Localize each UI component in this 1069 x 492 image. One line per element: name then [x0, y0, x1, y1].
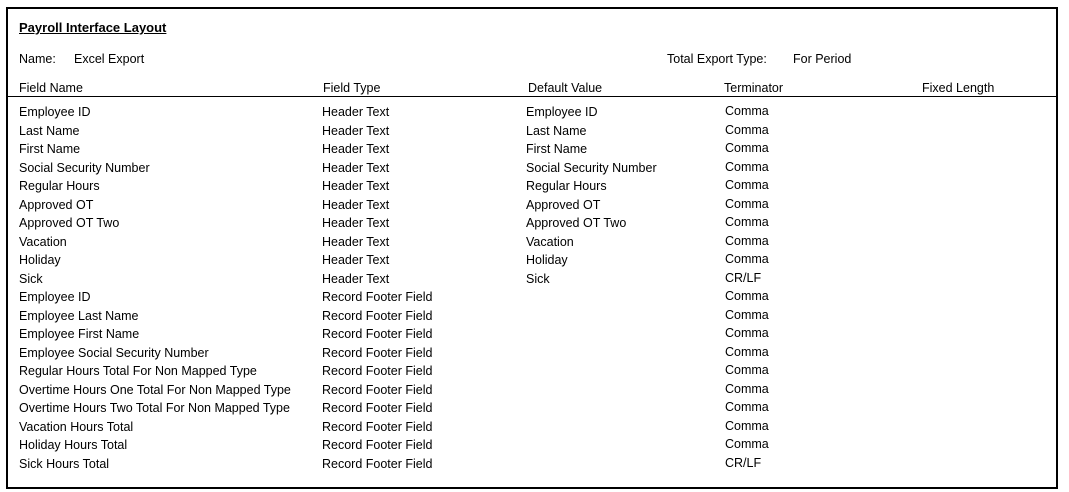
column-header-field-type: Field Type — [323, 81, 381, 95]
table-row — [8, 309, 1056, 328]
table-row — [8, 401, 1056, 420]
cell-default-value: Approved OT Two — [526, 216, 627, 230]
cell-field-name: Employee Social Security Number — [19, 345, 209, 360]
cell-field-name: Holiday Hours Total — [19, 438, 128, 452]
cell-field-type: Record Footer Field — [322, 308, 433, 323]
cell-terminator: Comma — [725, 418, 769, 433]
table-row — [8, 235, 1056, 254]
cell-default-value: Employee ID — [526, 105, 598, 119]
table-row — [8, 457, 1056, 476]
cell-default-value: Holiday — [526, 253, 568, 267]
cell-field-type: Header Text — [322, 160, 390, 175]
header-divider — [8, 96, 1056, 97]
cell-field-name: Overtime Hours Two Total For Non Mapped Type — [19, 401, 290, 415]
cell-terminator: Comma — [725, 344, 769, 359]
cell-field-name: Approved OT Two — [19, 216, 120, 230]
cell-field-type: Record Footer Field — [322, 364, 433, 378]
cell-field-name: Vacation — [19, 234, 67, 249]
table-row — [8, 346, 1056, 365]
cell-field-type: Record Footer Field — [322, 438, 433, 452]
cell-field-name: Employee ID — [19, 290, 91, 304]
cell-field-name: Employee Last Name — [19, 308, 139, 323]
cell-terminator: Comma — [725, 289, 769, 303]
cell-field-name: Sick Hours Total — [19, 456, 110, 471]
cell-default-value: Last Name — [526, 123, 587, 138]
cell-field-name: Vacation Hours Total — [19, 419, 134, 434]
column-header-default-value: Default Value — [528, 81, 603, 95]
cell-field-type: Record Footer Field — [322, 327, 433, 341]
column-header-fixed-length: Fixed Length — [922, 81, 995, 95]
cell-field-name: Employee ID — [19, 105, 91, 119]
cell-terminator: Comma — [725, 381, 769, 396]
total-export-type-value: For Period — [793, 52, 852, 66]
cell-terminator: Comma — [725, 141, 769, 155]
cell-default-value: Social Security Number — [526, 160, 657, 175]
cell-terminator: Comma — [725, 252, 769, 266]
cell-field-type: Record Footer Field — [322, 456, 433, 471]
table-row — [8, 420, 1056, 439]
cell-default-value: Sick — [526, 271, 550, 286]
cell-field-type: Header Text — [322, 179, 390, 193]
cell-default-value: Approved OT — [526, 197, 601, 212]
cell-terminator: Comma — [725, 178, 769, 192]
cell-field-type: Header Text — [322, 234, 390, 249]
cell-terminator: Comma — [725, 400, 769, 414]
table-row — [8, 438, 1056, 457]
cell-terminator: Comma — [725, 196, 769, 211]
cell-field-name: Overtime Hours One Total For Non Mapped Type — [19, 382, 291, 397]
table-row — [8, 364, 1056, 383]
table-row — [8, 272, 1056, 291]
table-row — [8, 216, 1056, 235]
table-row — [8, 290, 1056, 309]
table-row — [8, 327, 1056, 346]
cell-terminator: Comma — [725, 326, 769, 340]
cell-field-type: Header Text — [322, 142, 390, 156]
table-row — [8, 124, 1056, 143]
name-value: Excel Export — [74, 52, 145, 66]
report-frame — [6, 7, 1058, 489]
table-row — [8, 198, 1056, 217]
cell-field-name: Last Name — [19, 123, 80, 138]
total-export-type-label: Total Export Type: — [667, 52, 767, 66]
cell-field-type: Header Text — [322, 197, 390, 212]
cell-default-value: First Name — [526, 142, 588, 156]
cell-terminator: Comma — [725, 233, 769, 248]
cell-default-value: Vacation — [526, 234, 574, 249]
table-row — [8, 142, 1056, 161]
cell-field-name: Social Security Number — [19, 160, 150, 175]
table-row — [8, 179, 1056, 198]
cell-default-value: Regular Hours — [526, 179, 607, 193]
cell-field-name: Sick — [19, 271, 43, 286]
name-label: Name: — [19, 52, 56, 66]
cell-field-type: Record Footer Field — [322, 419, 433, 434]
table-row — [8, 105, 1056, 124]
cell-terminator: Comma — [725, 122, 769, 137]
cell-field-type: Header Text — [322, 271, 390, 286]
cell-field-name: Employee First Name — [19, 327, 140, 341]
cell-field-type: Header Text — [322, 253, 390, 267]
cell-field-type: Record Footer Field — [322, 290, 433, 304]
cell-field-type: Header Text — [322, 105, 390, 119]
cell-field-type: Record Footer Field — [322, 382, 433, 397]
cell-field-name: Approved OT — [19, 197, 94, 212]
cell-terminator: Comma — [725, 307, 769, 322]
cell-terminator: Comma — [725, 363, 769, 377]
cell-field-name: Holiday — [19, 253, 61, 267]
cell-field-name: Regular Hours — [19, 179, 100, 193]
cell-field-name: First Name — [19, 142, 81, 156]
table-row — [8, 253, 1056, 272]
report-title: Payroll Interface Layout — [19, 20, 167, 35]
cell-terminator: Comma — [725, 159, 769, 174]
cell-field-type: Header Text — [322, 216, 390, 230]
field-table-body — [8, 105, 1056, 475]
cell-terminator: CR/LF — [725, 270, 762, 285]
cell-terminator: Comma — [725, 104, 769, 118]
cell-terminator: Comma — [725, 215, 769, 229]
cell-terminator: Comma — [725, 437, 769, 451]
column-header-field-name: Field Name — [19, 81, 83, 95]
cell-field-type: Record Footer Field — [322, 345, 433, 360]
table-row — [8, 383, 1056, 402]
column-header-terminator: Terminator — [724, 81, 784, 95]
table-row — [8, 161, 1056, 180]
cell-field-type: Record Footer Field — [322, 401, 433, 415]
cell-terminator: CR/LF — [725, 455, 762, 470]
cell-field-type: Header Text — [322, 123, 390, 138]
cell-field-name: Regular Hours Total For Non Mapped Type — [19, 364, 257, 378]
